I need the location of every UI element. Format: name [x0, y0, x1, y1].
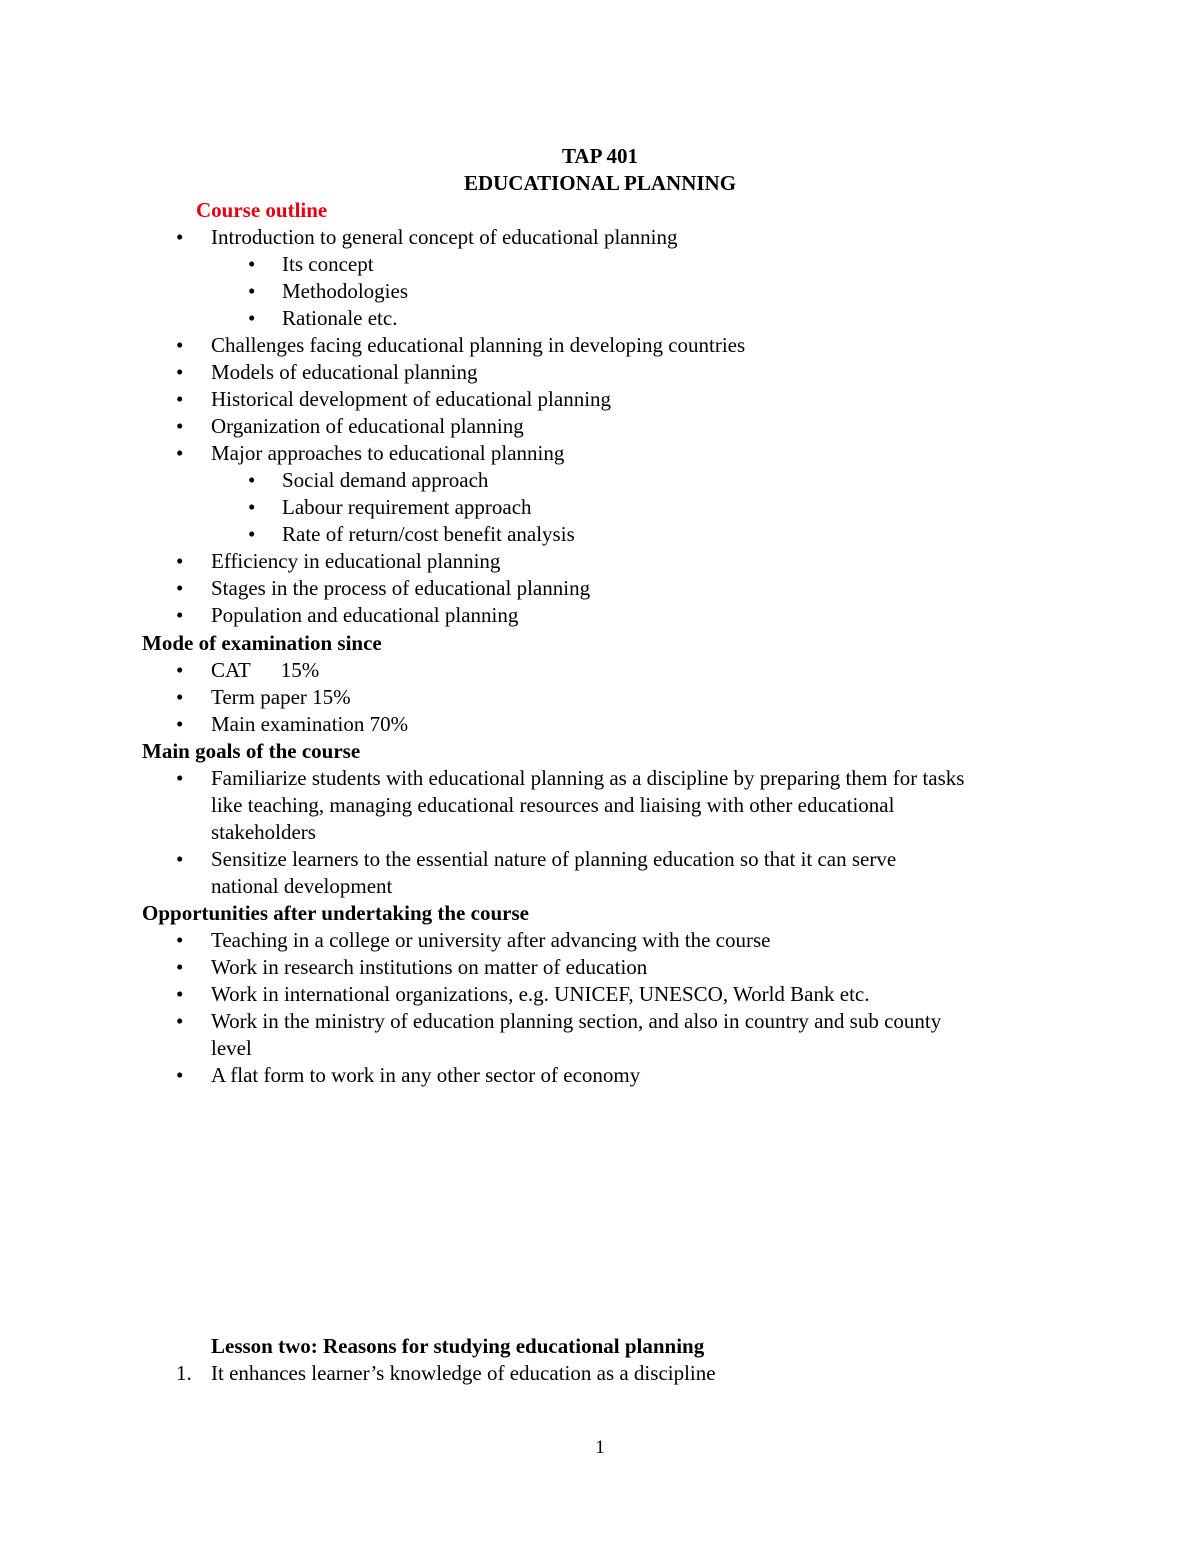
list-item-line: A flat form to work in any other sector of economy [211, 1063, 641, 1087]
course-code: TAP 401 [561, 144, 639, 168]
list-item: Major approaches to educational planning [211, 441, 565, 465]
bullet-icon: • [176, 1063, 184, 1087]
list-item-line: Familiarize students with educational planning as a discipline by preparing them for tasks [211, 766, 965, 790]
bullet-icon: • [176, 387, 184, 411]
list-item: Efficiency in educational planning [211, 549, 501, 573]
bullet-icon: • [176, 603, 184, 627]
goals-heading: Main goals of the course [142, 739, 361, 763]
list-item-line: Teaching in a college or university after advancing with the course [211, 928, 771, 952]
bullet-icon: • [176, 441, 184, 465]
bullet-icon: • [176, 576, 184, 600]
bullet-icon: • [176, 955, 184, 979]
bullet-icon: • [176, 928, 184, 952]
list-item-line: like teaching, managing educational resources and liaising with other educational [211, 793, 895, 817]
bullet-icon: • [248, 306, 256, 330]
bullet-icon: • [248, 279, 256, 303]
course-title: EDUCATIONAL PLANNING [463, 171, 737, 195]
exam-value: 15% [280, 658, 320, 682]
list-item: Introduction to general concept of educational planning [211, 225, 678, 249]
list-item-line: Work in the ministry of education planning section, and also in country and sub county [211, 1009, 942, 1033]
list-item [211, 657, 319, 684]
list-item-line: Sensitize learners to the essential nature of planning education so that it can serve [211, 847, 897, 871]
list-item-line: stakeholders [211, 820, 316, 844]
bullet-icon: • [176, 685, 184, 709]
bullet-icon: • [248, 495, 256, 519]
exam-value: 70% [369, 712, 409, 736]
list-item: Stages in the process of educational planning [211, 576, 591, 600]
bullet-icon: • [248, 252, 256, 276]
exam-label: Main examination [211, 712, 365, 736]
list-item [211, 711, 408, 738]
bullet-icon: • [176, 333, 184, 357]
sub-list-item: Labour requirement approach [282, 495, 532, 519]
lesson-heading: Lesson two: Reasons for studying educational planning [211, 1334, 705, 1358]
list-item: Organization of educational planning [211, 414, 524, 438]
bullet-icon: • [176, 982, 184, 1006]
sub-list-item: Rationale etc. [282, 306, 398, 330]
list-item: Challenges facing educational planning in developing countries [211, 333, 746, 357]
bullet-icon: • [176, 549, 184, 573]
opportunities-heading: Opportunities after undertaking the course [142, 901, 529, 925]
exam-value: 15% [312, 685, 351, 709]
course-outline-heading: Course outline [196, 198, 328, 222]
page-number: 1 [595, 1437, 605, 1458]
list-item-line: national development [211, 874, 393, 898]
bullet-icon: • [176, 847, 184, 871]
bullet-icon: • [176, 712, 184, 736]
exam-heading: Mode of examination since [142, 631, 382, 655]
bullet-icon: • [176, 1009, 184, 1033]
bullet-icon: • [176, 360, 184, 384]
bullet-icon: • [248, 468, 256, 492]
bullet-icon: • [176, 414, 184, 438]
bullet-icon: • [176, 766, 184, 790]
list-item: Historical development of educational planning [211, 387, 612, 411]
exam-label: CAT [211, 658, 251, 682]
list-number: 1. [176, 1361, 192, 1385]
list-item: It enhances learner’s knowledge of education as a discipline [211, 1361, 716, 1385]
list-item-line: Work in research institutions on matter of education [211, 955, 648, 979]
list-item-line: Work in international organizations, e.g. UNICEF, UNESCO, World Bank etc. [211, 982, 870, 1006]
exam-label: Term paper [211, 685, 307, 709]
sub-list-item: Methodologies [282, 279, 408, 303]
bullet-icon: • [176, 225, 184, 249]
list-item [211, 684, 351, 711]
list-item: Population and educational planning [211, 603, 519, 627]
bullet-icon: • [176, 658, 184, 682]
sub-list-item: Rate of return/cost benefit analysis [282, 522, 575, 546]
sub-list-item: Its concept [282, 252, 374, 276]
list-item: Models of educational planning [211, 360, 478, 384]
sub-list-item: Social demand approach [282, 468, 489, 492]
list-item-line: level [211, 1036, 252, 1060]
bullet-icon: • [248, 522, 256, 546]
